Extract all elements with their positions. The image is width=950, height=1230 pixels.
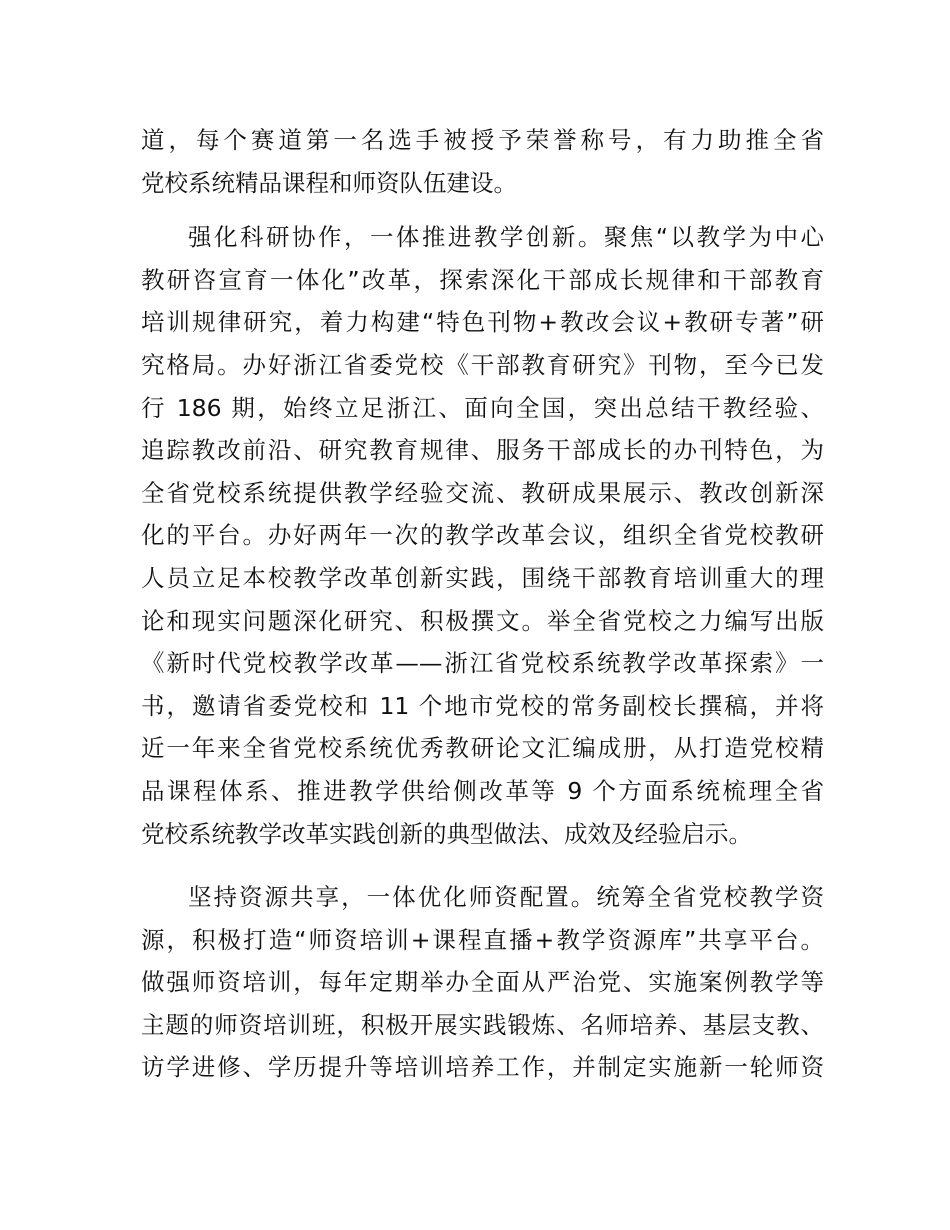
text-line: 追踪教改前沿、研究教育规律、服务干部成长的办刊特色，为 [141,436,824,465]
text-line: 做强师资培训，每年定期举办全面从严治党、实施案例教学等 [141,968,824,997]
text-line: 化的平台。办好两年一次的教学改革会议，组织全省党校教研 [141,521,824,550]
text-line: 主题的师资培训班，积极开展实践锻炼、名师培养、基层支教、 [141,1010,824,1039]
text-line: 党校系统教学改革实践创新的典型做法、成效及经验启示。 [141,819,752,848]
paragraph-research-collaboration [141,216,824,855]
text-line: 强化科研协作，一体推进教学创新。聚焦“以教学为中心 [188,223,824,252]
text-line: 论和现实问题深化研究、积极撰文。举全省党校之力编写出版 [141,606,824,635]
paragraph-continuation [141,119,824,204]
text-line: 近一年来全省党校系统优秀教研论文汇编成册，从打造党校精 [141,734,824,763]
text-line: 坚持资源共享，一体优化师资配置。统筹全省党校教学资 [188,883,824,912]
text-line: 培训规律研究，着力构建“特色刊物+教改会议+教研专著”研 [141,308,824,337]
text-line: 道，每个赛道第一名选手被授予荣誉称号，有力助推全省 [141,126,824,154]
paragraph-resource-sharing [141,876,824,1089]
text-line: 书，邀请省委党校和 11 个地市党校的常务副校长撰稿，并将 [141,691,824,720]
text-line: 教研咨宣育一体化”改革，探索深化干部成长规律和干部教育 [141,265,824,294]
text-line: 究格局。办好浙江省委党校《干部教育研究》刊物，至今已发 [141,350,824,379]
text-line: 行 186 期，始终立足浙江、面向全国，突出总结干教经验、 [141,393,824,422]
text-line: 党校系统精品课程和师资队伍建设。 [141,168,517,197]
text-line: 品课程体系、推进教学供给侧改革等 9 个方面系统梳理全省 [141,776,824,805]
text-line: 全省党校系统提供教学经验交流、教研成果展示、教改创新深 [141,478,824,507]
document-page [141,119,824,1089]
text-line: 人员立足本校教学改革创新实践，围绕干部教育培训重大的理 [141,563,824,592]
text-line: 《新时代党校教学改革——浙江省党校系统教学改革探索》一 [141,649,824,678]
text-line: 访学进修、学历提升等培训培养工作，并制定实施新一轮师资 [141,1053,824,1082]
text-line: 源，积极打造“师资培训+课程直播+教学资源库”共享平台。 [141,925,824,954]
